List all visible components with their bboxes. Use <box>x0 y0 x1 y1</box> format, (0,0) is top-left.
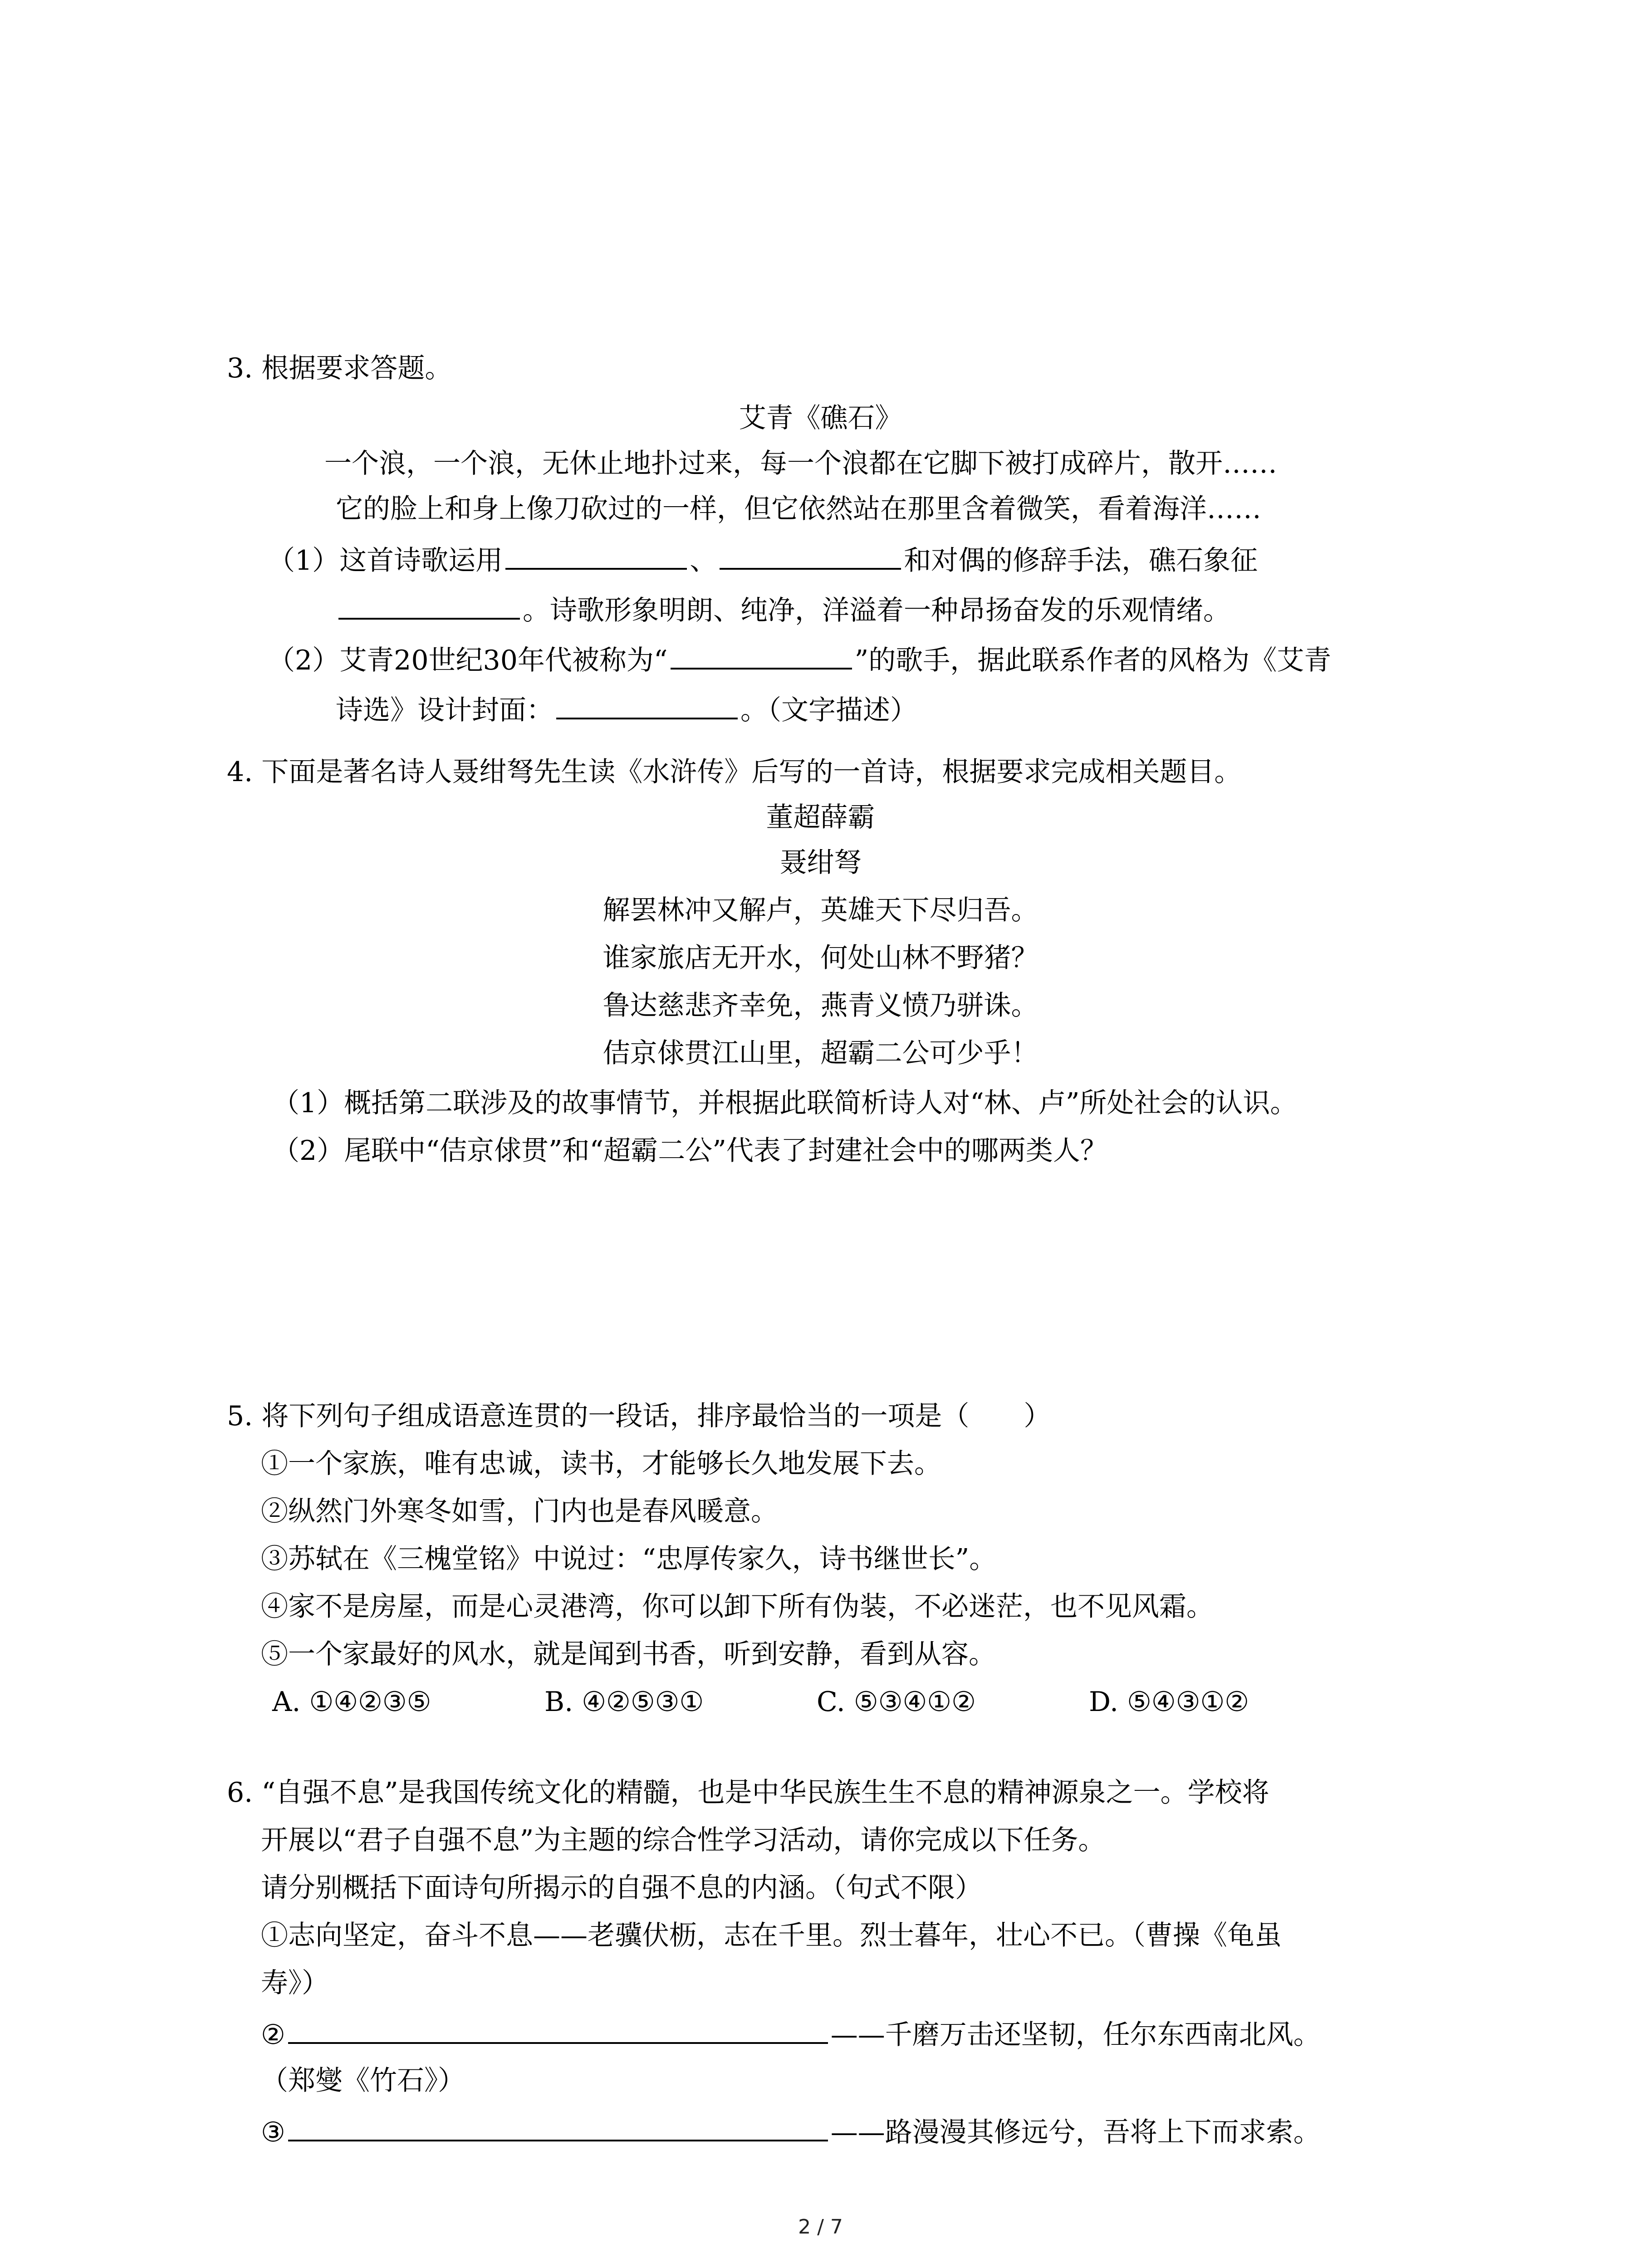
q3-part2-text-d: 。（文字描述） <box>740 694 917 726</box>
q4-title: 4. 下面是著名诗人聂绀弩先生读《水浒传》后写的一首诗，根据要求完成相关题目。 <box>227 756 1242 788</box>
q5-sentence: ②纵然门外寒冬如雪，门内也是春风暖意。 <box>261 1496 778 1527</box>
q5-sentence: ⑤一个家最好的风水，就是闻到书香，听到安静，看到从容。 <box>261 1638 996 1670</box>
q6-line-1: 6. “自强不息”是我国传统文化的精髓，也是中华民族生生不息的精神源泉之一。学校将 <box>227 1777 1269 1809</box>
q6-item-3 <box>261 2112 1321 2150</box>
q6-item-3-number: ③ <box>261 2116 285 2148</box>
option-b[interactable]: B. ④②⑤③① <box>544 1686 704 1718</box>
q5-sentence: ①一个家族，唯有忠诚，读书，才能够长久地发展下去。 <box>261 1448 941 1480</box>
answer-blank-item-2[interactable] <box>288 2014 828 2044</box>
q3-part1-number: （1） <box>268 545 340 577</box>
q6-line-2: 开展以“君子自强不息”为主题的综合性学习活动，请你完成以下任务。 <box>261 1824 1106 1856</box>
q3-part2-text-a: 艾青20世纪30年代被称为“ <box>339 645 668 676</box>
q6-item-2 <box>261 2014 1321 2052</box>
q4-poem-line: 佶京俅贯江山里，超霸二公可少乎！ <box>603 1037 1038 1069</box>
q4-subquestion-1: （1）概括第二联涉及的故事情节，并根据此联简析诗人对“林、卢”所处社会的认识。 <box>272 1087 1298 1119</box>
q5-sentence: ④家不是房屋，而是心灵港湾，你可以卸下所有伪装，不必迷茫，也不见风霜。 <box>261 1591 1214 1623</box>
q4-poem-line: 解罢林冲又解卢，英雄天下尽归吾。 <box>603 894 1038 926</box>
q6-item-2-source: （郑燮《竹石》） <box>261 2065 465 2097</box>
answer-blank-singer[interactable] <box>671 640 852 670</box>
q3-part1-text-c: 和对偶的修辞手法，礁石象征 <box>904 545 1258 577</box>
q4-poem-author: 聂绀弩 <box>779 847 862 879</box>
q3-part1-text-d: 。诗歌形象明朗、纯净，洋溢着一种昂扬奋发的乐观情绪。 <box>523 595 1230 626</box>
q6-example-line: ①志向坚定，奋斗不息——老骥伏枥，志在千里。烈士暮年，壮心不已。（曹操《龟虽 <box>261 1920 1282 1951</box>
q4-poem-title: 董超薛霸 <box>766 802 875 833</box>
q3-part2-text-c: 诗选》设计封面： <box>336 694 554 726</box>
q6-item-2-text: ——千磨万击还坚韧，任尔东西南北风。 <box>830 2019 1321 2051</box>
q6-item-3-text: ——路漫漫其修远兮，吾将上下而求索。 <box>830 2116 1321 2148</box>
q3-part1-line2 <box>336 590 1230 628</box>
q4-subquestion-2: （2）尾联中“佶京俅贯”和“超霸二公”代表了封建社会中的哪两类人？ <box>272 1135 1107 1167</box>
q3-poem-line-2: 它的脸上和身上像刀砍过的一样，但它依然站在那里含着微笑，看着海洋…… <box>336 493 1261 525</box>
answer-blank-symbol[interactable] <box>338 590 520 620</box>
answer-blank-rhetoric-1[interactable] <box>505 540 687 570</box>
q3-title: 3. 根据要求答题。 <box>227 352 452 384</box>
answer-blank-rhetoric-2[interactable] <box>720 540 901 570</box>
page-number: 2 / 7 <box>798 2215 843 2239</box>
q3-poem-line-1: 一个浪，一个浪，无休止地扑过来，每一个浪都在它脚下被打成碎片，散开…… <box>324 448 1277 479</box>
q6-example-source: 寿》） <box>261 1967 329 1999</box>
q5-sentence: ③苏轼在《三槐堂铭》中说过：“忠厚传家久，诗书继世长”。 <box>261 1543 997 1575</box>
q3-part1-line1 <box>268 540 1258 578</box>
q5-options <box>272 1683 1361 1721</box>
answer-blank-cover[interactable] <box>556 689 738 719</box>
option-d[interactable]: D. ⑤④③①② <box>1089 1686 1249 1718</box>
option-a[interactable]: A. ①④②③⑤ <box>272 1686 431 1718</box>
q6-item-2-number: ② <box>261 2019 285 2051</box>
q3-part1-text-b: 、 <box>690 545 717 577</box>
answer-blank-item-3[interactable] <box>288 2112 828 2141</box>
q5-title: 5. 将下列句子组成语意连贯的一段话，排序最恰当的一项是（ ） <box>227 1400 1051 1432</box>
q3-part2-line2 <box>336 689 917 728</box>
option-c[interactable]: C. ⑤③④①② <box>817 1686 976 1718</box>
q3-part2-text-b: ”的歌手，据此联系作者的风格为《艾青 <box>854 645 1332 676</box>
q6-line-3: 请分别概括下面诗句所揭示的自强不息的内涵。（句式不限） <box>261 1872 982 1904</box>
q3-part2-number: （2） <box>268 645 340 676</box>
q3-part2-line1 <box>268 640 1331 678</box>
q3-poem-title: 艾青《礁石》 <box>739 402 902 434</box>
q4-poem-line: 谁家旅店无开水，何处山林不野猪？ <box>603 942 1038 974</box>
q3-part1-text-a: 这首诗歌运用 <box>339 545 503 577</box>
q4-poem-line: 鲁达慈悲齐幸免，燕青义愤乃骈诛。 <box>603 990 1038 1022</box>
